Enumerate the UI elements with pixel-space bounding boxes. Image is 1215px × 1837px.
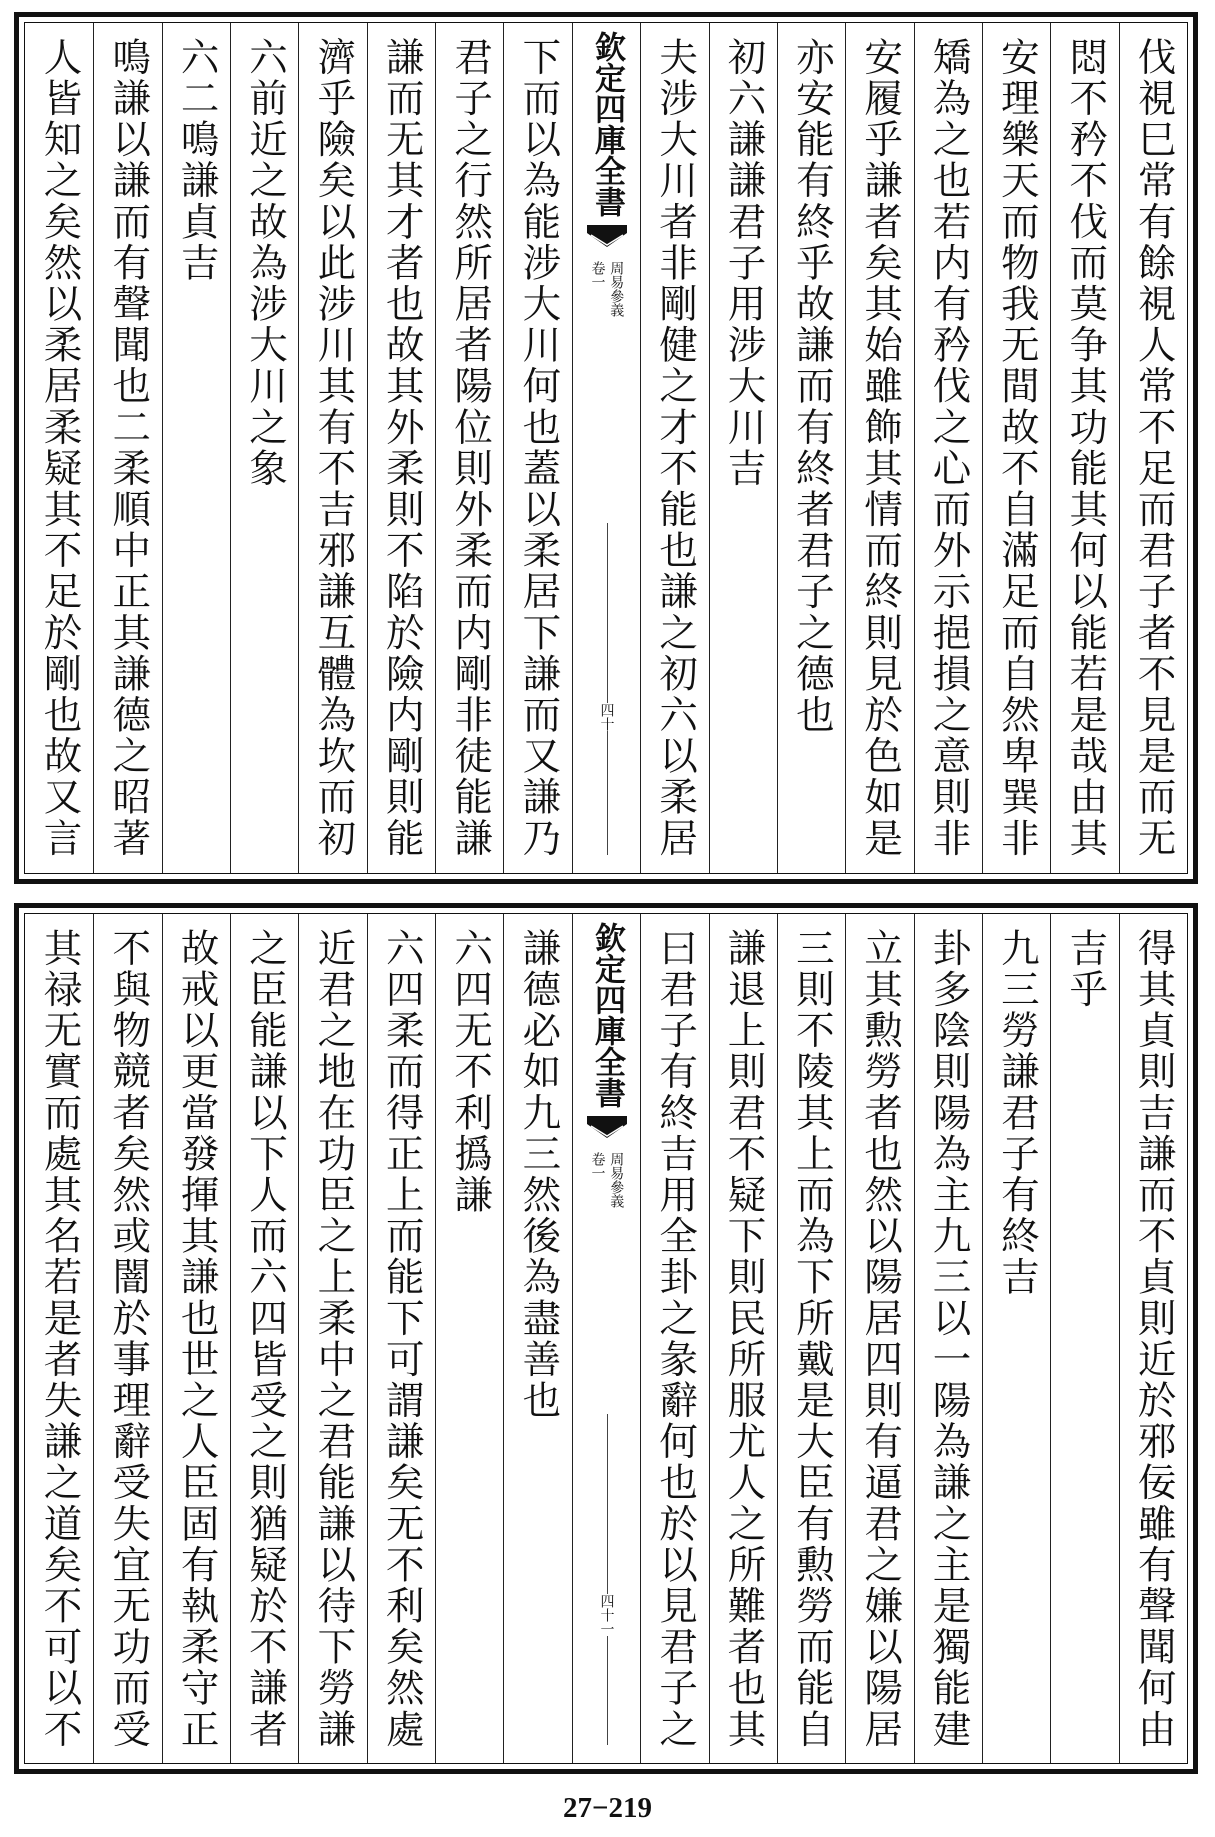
column-text: 安履乎謙者矣其始雖飾其情而終則見於色如是 — [858, 37, 904, 859]
column-text: 其禄无實而處其名若是者失謙之道矣不可以不 — [37, 928, 83, 1750]
text-column — [777, 23, 845, 873]
text-column — [982, 23, 1050, 873]
leaf-number: 四十一 — [598, 1594, 615, 1636]
top-page-inner-border — [24, 22, 1188, 874]
text-column — [1119, 23, 1187, 873]
fish-tail-ornament-icon — [585, 223, 629, 249]
text-column — [367, 914, 435, 1763]
bottom-page-columns — [25, 914, 1187, 1763]
text-column — [25, 23, 93, 873]
column-text: 悶不矜不伐而莫争其功能其何以能若是哉由其 — [1063, 37, 1109, 859]
column-text: 近君之地在功臣之上柔中之君能謙以待下勞謙 — [311, 928, 357, 1750]
column-text: 濟乎險矣以此涉川其有不吉邪謙互體為坎而初 — [311, 37, 357, 859]
text-column — [25, 914, 93, 1763]
text-column — [162, 23, 230, 873]
text-column — [230, 23, 298, 873]
column-text: 三則不陵其上而為下所戴是大臣有勲勞而能自 — [789, 928, 835, 1750]
column-text: 人皆知之矣然以柔居柔疑其不足於剛也故又言 — [37, 37, 83, 859]
column-text: 下而以為能涉大川何也蓋以柔居下謙而又謙乃 — [516, 37, 562, 859]
book-title: 欽定四庫全書 — [589, 922, 626, 1108]
text-column — [709, 23, 777, 873]
column-text: 吉乎 — [1063, 928, 1109, 1011]
text-column — [367, 23, 435, 873]
text-column — [777, 914, 845, 1763]
book-subtitle — [590, 261, 623, 317]
column-text: 六四柔而得正上而能下可謂謙矣无不利矣然處 — [379, 928, 425, 1750]
text-column — [1050, 23, 1118, 873]
column-text: 故戒以更當發揮其謙也世之人臣固有執柔守正 — [174, 928, 220, 1750]
subtitle-line: 卷一 — [589, 261, 606, 289]
text-column — [298, 914, 366, 1763]
column-text: 謙德必如九三然後為盡善也 — [516, 928, 562, 1422]
bottom-page — [14, 903, 1198, 1774]
column-text: 鳴謙以謙而有聲聞也二柔順中正其謙德之昭著 — [106, 37, 152, 859]
text-column — [914, 23, 982, 873]
column-text: 曰君子有終吉用全卦之彖辭何也於以見君子之 — [653, 928, 699, 1750]
text-column — [845, 914, 913, 1763]
column-text: 夫涉大川者非剛健之才不能也謙之初六以柔居 — [653, 37, 699, 859]
text-column — [1050, 914, 1118, 1763]
column-text: 安理樂天而物我无間故不自滿足而自然卑巽非 — [994, 37, 1040, 859]
fold-column — [572, 23, 640, 873]
text-column — [982, 914, 1050, 1763]
text-column — [1119, 914, 1187, 1763]
page-number-footer: 27−219 — [562, 1792, 653, 1824]
text-column — [298, 23, 366, 873]
text-column — [93, 914, 161, 1763]
top-page-columns — [25, 23, 1187, 873]
subtitle-line: 卷一 — [589, 1152, 606, 1180]
top-page — [14, 12, 1198, 884]
text-column — [93, 23, 161, 873]
column-text: 君子之行然所居者陽位則外柔而内剛非徒能謙 — [448, 37, 494, 859]
column-text: 亦安能有終乎故謙而有終者君子之德也 — [789, 37, 835, 736]
column-text: 得其貞則吉謙而不貞則近於邪佞雖有聲聞何由 — [1131, 928, 1177, 1750]
column-text: 六四无不利撝謙 — [448, 928, 494, 1216]
subtitle-line: 周易參義 — [608, 261, 625, 317]
column-text: 不與物競者矣然或闇於事理辭受失宜无功而受 — [106, 928, 152, 1750]
text-column — [435, 23, 503, 873]
text-column — [709, 914, 777, 1763]
fold-center-line — [607, 1414, 608, 1745]
bottom-page-inner-border — [24, 913, 1188, 1764]
text-column — [435, 914, 503, 1763]
fish-tail-ornament-icon — [585, 1114, 629, 1140]
column-text: 初六謙謙君子用涉大川吉 — [721, 37, 767, 490]
column-text: 六前近之故為涉大川之象 — [243, 37, 288, 490]
subtitle-line: 周易參義 — [608, 1152, 625, 1208]
column-text: 立其勲勞者也然以陽居四則有逼君之嫌以陽居 — [858, 928, 904, 1750]
text-column — [162, 914, 230, 1763]
fold-center-line — [607, 523, 608, 855]
fold-header — [585, 914, 629, 1208]
column-text: 伐視巳常有餘視人常不足而君子者不見是而无 — [1131, 37, 1177, 859]
column-text: 卦多陰則陽為主九三以一陽為謙之主是獨能建 — [926, 928, 972, 1750]
text-column — [503, 914, 571, 1763]
column-text: 之臣能謙以下人而六四皆受之則猶疑於不謙者 — [243, 928, 288, 1750]
text-column — [914, 914, 982, 1763]
text-column — [845, 23, 913, 873]
column-text: 謙退上則君不疑下則民所服尤人之所難者也其 — [721, 928, 767, 1750]
column-text: 九三勞謙君子有終吉 — [994, 928, 1040, 1298]
text-column — [503, 23, 571, 873]
text-column — [640, 914, 708, 1763]
leaf-number: 四十 — [598, 703, 615, 731]
fold-header — [585, 23, 629, 317]
text-column — [230, 914, 298, 1763]
column-text: 謙而无其才者也故其外柔則不陷於險内剛則能 — [379, 37, 425, 859]
column-text: 矯為之也若内有矜伐之心而外示挹損之意則非 — [926, 37, 972, 859]
text-column — [640, 23, 708, 873]
fold-column — [572, 914, 640, 1763]
book-subtitle — [590, 1152, 623, 1208]
column-text: 六二鳴謙貞吉 — [174, 37, 220, 284]
book-title: 欽定四庫全書 — [589, 31, 626, 217]
